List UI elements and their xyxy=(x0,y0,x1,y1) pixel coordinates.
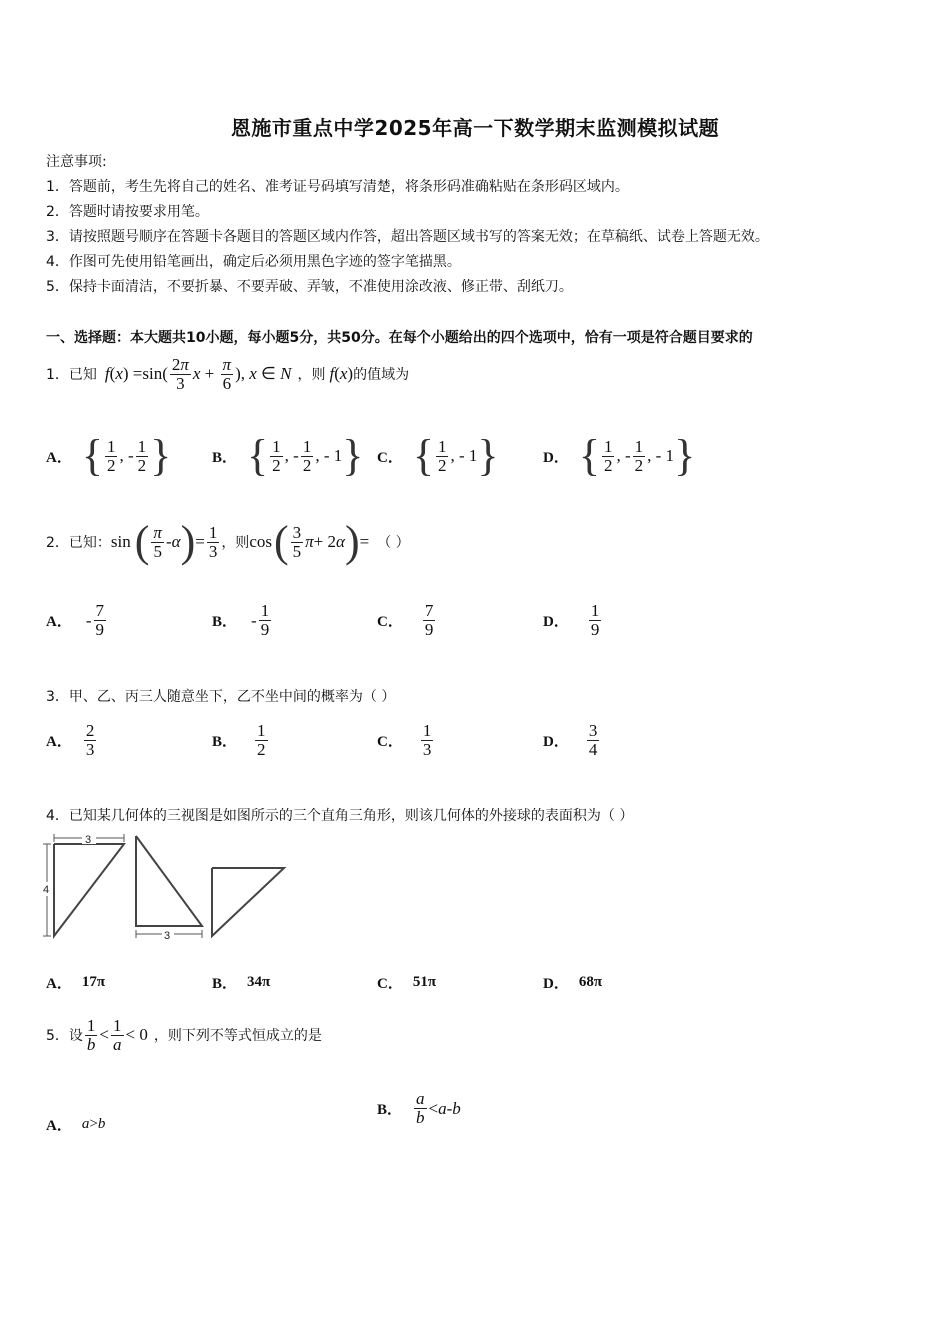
q1-option-a[interactable]: A． { $\frac{1}{2}$ , - $\frac{1}{2}$ } xyxy=(46,431,172,480)
question-4: 4．已知某几何体的三视图是如图所示的三个直角三角形，则该几何体的外接球的表面积为（ ） xyxy=(46,808,634,824)
question-1: 1．已知 f(x) =sin( $\frac{2\pi}{3}$ x + $\frac{\pi}{6}$ ), x ∈ N ，则 f(x) 的值域为 xyxy=(46,354,410,393)
question-number: 2．已知： xyxy=(46,535,111,551)
q3-option-a[interactable]: A． $\frac{2}{3}$ xyxy=(46,721,95,759)
notice-item: 3．请按照题号顺序在答题卡各题目的答题区域内作答，超出答题区域书写的答案无效；在草稿纸、试卷上答题无效。 xyxy=(46,229,769,245)
q3-option-c[interactable]: C． $\frac{1}{3}$ xyxy=(377,721,432,759)
formula-sin: sin ( $\frac{\pi}{5}$ - α ) = $\frac{1}{3}$ xyxy=(110,517,218,566)
notice-heading: 注意事项: xyxy=(46,154,107,170)
side-view xyxy=(136,836,202,926)
dimension-label-left: 4 xyxy=(43,884,50,896)
q4-option-d[interactable]: D． 68π xyxy=(543,974,603,992)
q1-option-d[interactable]: D． { $\frac{1}{2}$ , - $\frac{1}{2}$ , - 1 } xyxy=(543,431,696,480)
q4-option-c[interactable]: C． 51π xyxy=(377,974,437,992)
question-5: 5．设 $\frac{1}{b}$ < $\frac{1}{a}$ < 0 ，则下列不等式恒成立的是 xyxy=(46,1015,322,1054)
formula-cos: cos ( $\frac{3}{5}$ π + 2 α ) = xyxy=(249,517,370,566)
question-3: 3．甲、乙、丙三人随意坐下，乙不坐中间的概率为（ ） xyxy=(46,689,396,705)
notice-item: 5．保持卡面清洁，不要折暴、不要弄破、弄皱，不准使用涂改液、修正带、刮纸刀。 xyxy=(46,279,573,295)
three-view-figure xyxy=(40,832,290,944)
q5-option-a[interactable]: A． a > b xyxy=(46,1116,106,1134)
q3-option-b[interactable]: B． $\frac{1}{2}$ xyxy=(212,721,266,759)
q1-option-c[interactable]: C． { $\frac{1}{2}$ , - 1 } xyxy=(377,431,499,480)
dimension-label-bottom: 3 xyxy=(164,930,171,942)
question-number: 1．已知 xyxy=(46,367,97,383)
formula-inequality: $\frac{1}{b}$ < $\frac{1}{a}$ < 0 xyxy=(86,1015,148,1054)
question-number: 5．设 xyxy=(46,1028,83,1044)
formula-f: f(x) =sin( $\frac{2\pi}{3}$ x + $\frac{\pi}{6}$ ), x ∈ N xyxy=(104,354,292,393)
q2-option-a[interactable]: A． - $\frac{7}{9}$ xyxy=(46,601,105,639)
q4-option-a[interactable]: A． 17π xyxy=(46,974,106,992)
section-heading: 一、选择题：本大题共10小题，每小题5分，共50分。在每个小题给出的四个选项中，恰有一项是符合题目要求的 xyxy=(46,330,753,346)
q4-option-b[interactable]: B． 34π xyxy=(212,974,271,992)
question-2: 2．已知： sin ( $\frac{\pi}{5}$ - α ) = $\frac{1}{3}$ ，则 cos ( $\frac{3}{5}$ π + 2 α ) = （ ） xyxy=(46,517,410,566)
q2-option-d[interactable]: D． $\frac{1}{9}$ xyxy=(543,601,600,639)
q1-option-b[interactable]: B． { $\frac{1}{2}$ , - $\frac{1}{2}$ , - 1 } xyxy=(212,431,364,480)
q5-option-b[interactable]: B． $\frac{a}{b}$ < a - b xyxy=(377,1089,461,1127)
page-title: 恩施市重点中学2025年高一下数学期末监测模拟试题 xyxy=(230,116,720,140)
notice-item: 1．答题前，考生先将自己的姓名、准考证号码填写清楚，将条形码准确粘贴在条形码区域内。 xyxy=(46,179,629,195)
q2-option-c[interactable]: C． $\frac{7}{9}$ xyxy=(377,601,434,639)
q2-option-b[interactable]: B． - $\frac{1}{9}$ xyxy=(212,601,270,639)
dimension-label-top: 3 xyxy=(85,834,92,846)
notice-item: 2．答题时请按要求用笔。 xyxy=(46,204,209,220)
top-view xyxy=(212,868,284,936)
notice-item: 4．作图可先使用铅笔画出，确定后必须用黑色字迹的签字笔描黑。 xyxy=(46,254,461,270)
q3-option-d[interactable]: D． $\frac{3}{4}$ xyxy=(543,721,598,759)
front-view xyxy=(54,844,124,936)
